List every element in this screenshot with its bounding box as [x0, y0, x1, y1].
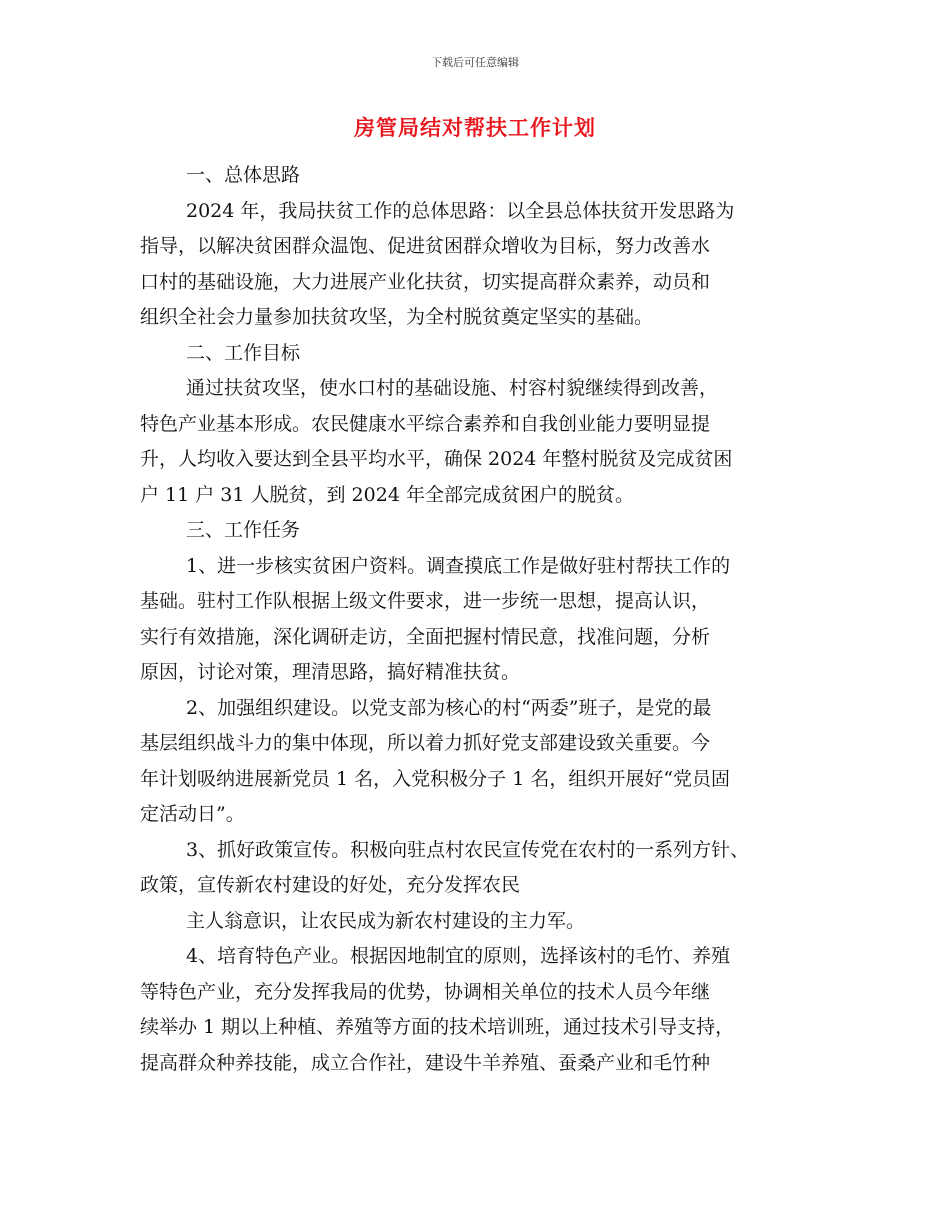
text-line: 组织全社会力量参加扶贫攻坚，为全村脱贫奠定坚实的基础。: [140, 306, 654, 328]
text-line: 政策，宣传新农村建设的好处，充分发挥农民: [140, 874, 521, 896]
text-line: 三、工作任务: [186, 519, 301, 541]
document-title: 房管局结对帮扶工作计划: [354, 116, 596, 140]
text-line: 续举办 1 期以上种植、养殖等方面的技术培训班，通过技术引导支持，: [140, 1016, 735, 1038]
text-line: 年计划吸纳进展新党员 1 名，入党积极分子 1 名，组织开展好“党员固: [140, 767, 731, 790]
text-line: 3、抓好政策宣传。积极向驻点村农民宣传党在农村的一系列方针、: [186, 838, 750, 861]
text-line: 等特色产业，充分发挥我局的优势，协调相关单位的技术人员今年继: [140, 980, 711, 1003]
text-line: 户 11 户 31 人脱贫，到 2024 年全部完成贫困户的脱贫。: [140, 483, 634, 506]
text-line: 特色产业基本形成。农民健康水平综合素养和自我创业能力要明显提: [140, 412, 711, 435]
text-line: 提高群众种养技能，成立合作社，建设牛羊养殖、蚕桑产业和毛竹种: [140, 1051, 711, 1074]
text-line: 2024 年，我局扶贫工作的总体思路：以全县总体扶贫开发思路为: [186, 199, 735, 222]
document-body: [140, 158, 820, 1081]
page-header-note: 下载后可任意编辑: [431, 56, 519, 69]
text-line: 主人翁意识，让农民成为新农村建设的主力军。: [186, 909, 586, 932]
text-line: 原因，讨论对策，理清思路，搞好精准扶贫。: [140, 661, 521, 683]
text-line: 二、工作目标: [186, 341, 301, 364]
text-line: 指导，以解决贫困群众温饱、促进贫困群众增收为目标，努力改善水: [140, 235, 711, 257]
text-line: 4、培育特色产业。根据因地制宜的原则，选择该村的毛竹、养殖: [186, 945, 731, 967]
text-line: 基础。驻村工作队根据上级文件要求，进一步统一思想，提高认识，: [140, 590, 711, 612]
text-line: 定活动日”。: [140, 803, 245, 825]
text-line: 通过扶贫攻坚，使水口村的基础设施、村容村貌继续得到改善，: [186, 377, 719, 399]
text-line: 口村的基础设施，大力进展产业化扶贫，切实提高群众素养，动员和: [140, 270, 711, 293]
text-line: 实行有效措施，深化调研走访，全面把握村情民意，找准问题，分析: [140, 625, 711, 648]
text-line: 2、加强组织建设。以党支部为核心的村“两委”班子，是党的最: [186, 696, 712, 719]
text-line: 1、进一步核实贫困户资料。调查摸底工作是做好驻村帮扶工作的: [186, 554, 731, 577]
text-line: 升，人均收入要达到全县平均水平，确保 2024 年整村脱贫及完成贫困: [140, 448, 733, 470]
text-line: 基层组织战斗力的集中体现，所以着力抓好党支部建设致关重要。今: [140, 732, 711, 754]
text-line: 一、总体思路: [186, 164, 301, 186]
